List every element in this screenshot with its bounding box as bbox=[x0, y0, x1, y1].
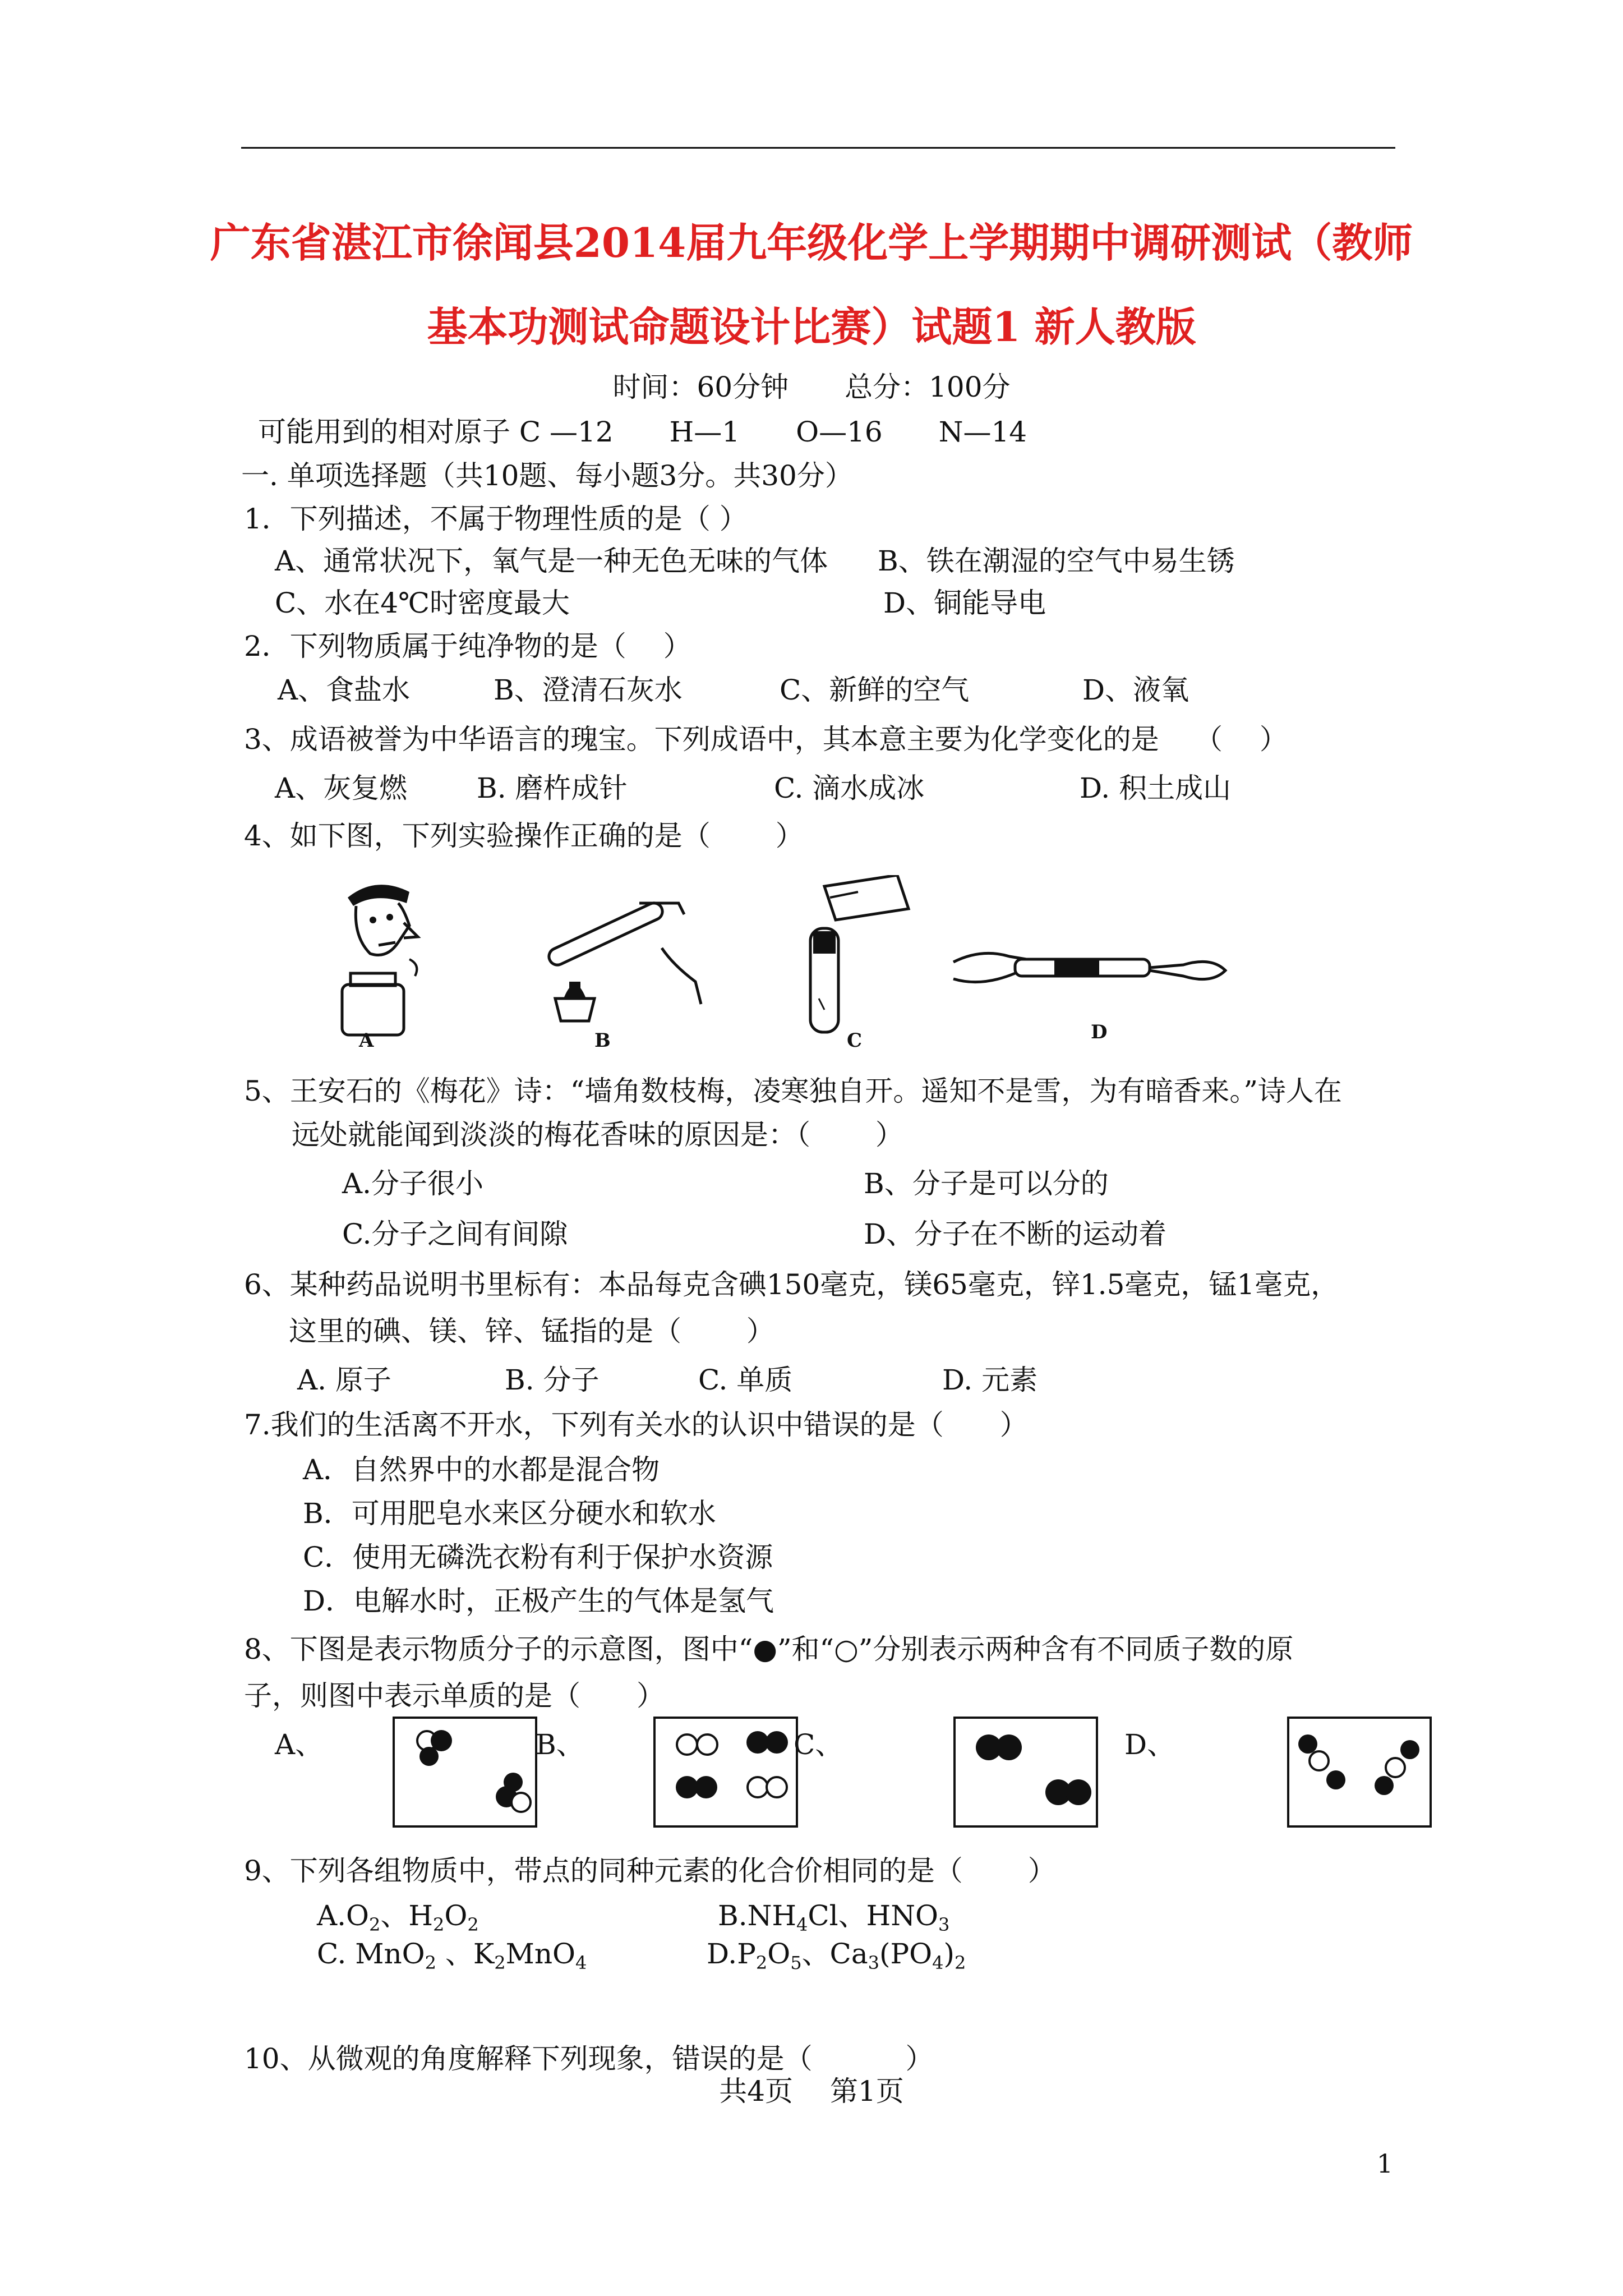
q7-option-c: C．使用无磷洗衣粉有利于保护水资源 bbox=[303, 1541, 773, 1573]
page-number: 1 bbox=[1376, 2148, 1393, 2179]
time-line: 时间：60分钟 总分：100分 bbox=[612, 371, 1011, 403]
q6-option-c: C. 单质 bbox=[698, 1364, 793, 1396]
q8-label-c: C、 bbox=[794, 1728, 843, 1761]
q8-stem-line-2: 子，则图中表示单质的是（ ） bbox=[244, 1680, 665, 1712]
q1-option-b: B、铁在潮湿的空气中易生锈 bbox=[878, 545, 1235, 577]
q5-option-c: C.分子之间有间隙 bbox=[342, 1218, 568, 1250]
q9-stem: 9、下列各组物质中，带点的同种元素的化合价相同的是（ ） bbox=[244, 1855, 1056, 1887]
figure-c-label: C bbox=[847, 1029, 863, 1052]
q10-stem: 10、从微观的角度解释下列现象，错误的是（ ） bbox=[244, 2042, 934, 2075]
page-footer: 共4页 第1页 bbox=[719, 2075, 904, 2108]
q3-option-b: B. 磨杵成针 bbox=[477, 772, 628, 804]
header-rule bbox=[241, 147, 1395, 149]
q5-option-a: A.分子很小 bbox=[342, 1167, 484, 1200]
q5-option-b: B、分子是可以分的 bbox=[864, 1167, 1109, 1200]
q6-stem-line-2: 这里的碘、镁、锌、锰指的是（ ） bbox=[289, 1315, 774, 1347]
atomic-masses: 可能用到的相对原子 C —12 H—1 O—16 N—14 bbox=[258, 416, 1027, 448]
title-line-2: 基本功测试命题设计比赛）试题1 新人教版 bbox=[427, 303, 1196, 351]
figure-d-label: D bbox=[1091, 1021, 1108, 1043]
q2-option-c: C、新鲜的空气 bbox=[780, 674, 970, 706]
q3-option-c: C. 滴水成冰 bbox=[774, 772, 925, 804]
title-line-1: 广东省湛江市徐闻县2014届九年级化学上学期期中调研测试（教师 bbox=[210, 219, 1413, 266]
figure-a-smelling-bottle bbox=[325, 875, 437, 1038]
q7-option-b: B．可用肥皂水来区分硬水和软水 bbox=[303, 1497, 716, 1530]
q7-stem: 7.我们的生活离不开水，下列有关水的认识中错误的是（ ） bbox=[244, 1409, 1028, 1441]
q6-option-d: D. 元素 bbox=[942, 1364, 1038, 1396]
q9-option-d: $D.P_2O_5$、$Ca_3(PO_4)_2$ bbox=[707, 1938, 966, 1973]
q9-option-b: $B.NH_4Cl$、$HNO_3$ bbox=[718, 1899, 950, 1935]
figure-a-label: A bbox=[359, 1029, 374, 1052]
molecule-box-b bbox=[653, 1717, 798, 1828]
q8-stem-line-1: 8、下图是表示物质分子的示意图，图中“●”和“○”分别表示两种含有不同质子数的原 bbox=[244, 1633, 1294, 1665]
q6-stem-line-1: 6、某种药品说明书里标有：本品每克含碘150毫克，镁65毫克，锌1.5毫克，锰1毫克， bbox=[244, 1268, 1339, 1301]
q3-option-d: D. 积土成山 bbox=[1080, 772, 1232, 804]
q2-option-d: D、液氧 bbox=[1082, 674, 1189, 706]
molecule-box-c bbox=[953, 1717, 1098, 1828]
q2-stem: 2．下列物质属于纯净物的是（ ） bbox=[244, 630, 691, 662]
q4-stem: 4、如下图，下列实验操作正确的是（ ） bbox=[244, 820, 804, 852]
molecule-box-a bbox=[393, 1717, 537, 1828]
q9-option-c: C. MnO$_2$ 、$K_2MnO_4$ bbox=[317, 1938, 587, 1973]
q2-option-b: B、澄清石灰水 bbox=[494, 674, 683, 706]
q6-option-b: B. 分子 bbox=[505, 1364, 600, 1396]
q3-stem: 3、成语被誉为中华语言的瑰宝。下列成语中，其本意主要为化学变化的是 bbox=[244, 723, 1159, 756]
q1-option-c: C、水在4℃时密度最大 bbox=[275, 587, 570, 619]
q4-figures bbox=[325, 875, 1223, 1052]
q7-option-a: A．自然界中的水都是混合物 bbox=[303, 1453, 660, 1486]
figure-b-label: B bbox=[594, 1029, 611, 1052]
q8-label-a: A、 bbox=[275, 1728, 324, 1761]
q7-option-d: D．电解水时，正极产生的气体是氢气 bbox=[303, 1585, 774, 1617]
q3-option-a: A、灰复燃 bbox=[275, 772, 408, 804]
figure-d-horizontal-tube bbox=[948, 931, 1228, 1004]
q5-option-d: D、分子在不断的运动着 bbox=[864, 1218, 1167, 1250]
q8-label-b: B、 bbox=[536, 1728, 584, 1761]
molecule-box-d bbox=[1287, 1717, 1432, 1828]
q8-label-d: D、 bbox=[1124, 1728, 1175, 1761]
q2-option-a: A、食盐水 bbox=[278, 674, 411, 706]
q5-stem-line-1: 5、王安石的《梅花》诗：“墙角数枝梅，凌寒独自开。遥知不是雪，为有暗香来。”诗人在 bbox=[244, 1075, 1342, 1107]
q9-option-a: $A.O_2$、$H_2O_2$ bbox=[317, 1899, 479, 1935]
q3-answer-paren: （ ） bbox=[1195, 723, 1288, 756]
q1-option-d: D、铜能导电 bbox=[883, 587, 1046, 619]
q5-stem-line-2: 远处就能闻到淡淡的梅花香味的原因是：（ ） bbox=[292, 1119, 903, 1151]
q1-option-a: A、通常状况下，氧气是一种无色无味的气体 bbox=[275, 545, 828, 577]
figure-b-heating-tube bbox=[533, 892, 712, 1032]
q6-option-a: A. 原子 bbox=[297, 1364, 391, 1396]
q1-stem: 1．下列描述，不属于物理性质的是（ ） bbox=[244, 503, 748, 535]
section-heading: 一. 单项选择题（共10题、每小题3分。共30分） bbox=[241, 459, 853, 492]
figure-c-pouring-liquid bbox=[791, 875, 920, 1038]
